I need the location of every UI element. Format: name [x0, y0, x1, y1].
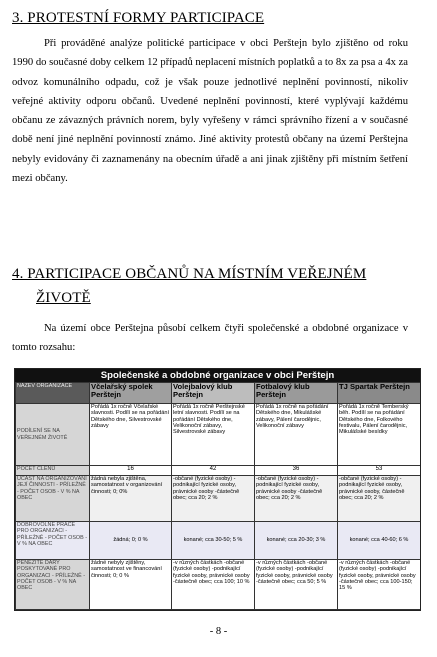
table-cell: -v různých částkách -občané (fyzické osoby) -podnikající fyzické osoby, právnické osoby -částečně obec; cca 100-150; 15 %	[338, 560, 421, 610]
table-cell: -občané (fyzické osoby) -podnikající fyzické osoby, právnické osoby, částečně obec; cca 20; 2 %	[338, 476, 421, 522]
table-cell: Pořádá 1x ročně na pořádání Dětského dne, Mikulášské zábavy, Pálení čarodějnic, Velikonoční zábavy	[255, 404, 338, 466]
corner-label: NÁZEV ORGANIZACE	[16, 383, 90, 404]
table-cell: Pořádá 1x ročně Temberský běh. Podílí se na pořádání Dětského dne, Folkového festivalu, Pálení čarodějnic, Mikulášské besídky	[338, 404, 421, 466]
table-cell: žádná nebyla zjištěna, samostatnost v organizování činnosti; 0; 0%	[90, 476, 172, 522]
table-cell: -občané (fyzické osoby) -podnikající fyzické osoby, právnické osoby -částečně obec; cca 20; 2 %	[172, 476, 255, 522]
row-label: ÚČAST NA ORGANIZOVÁNÍ JEJÍ ČINNOSTI - PŘÍLEŽNĚ - POČET OSOB - V % NA OBEC	[16, 476, 90, 522]
row-label: PENĚŽITÉ DARY POSKYTOVANÉ PRO ORGANIZACI - PŘÍLEŽNĚ - POČET OSOB - V % NA OBEC	[16, 560, 90, 610]
column-header: TJ Spartak Perštejn	[338, 383, 421, 404]
table-cell: 16	[90, 466, 172, 476]
section4-intro: Na území obce Perštejna působí celkem čtyři společenské a obdobné organizace v tomto rozsahu:	[12, 323, 408, 354]
table-cell: 53	[338, 466, 421, 476]
column-header: Volejbalový klub Perštejn	[172, 383, 255, 404]
row-label: POČET ČLENŮ	[16, 466, 90, 476]
table-cell: konané; cca 40-60; 6 %	[338, 522, 421, 560]
table-title: Společenské a obdobné organizace v obci Perštejn	[15, 369, 420, 382]
table-cell: -v různých částkách -občané (fyzické osoby) -podnikající fyzické osoby, právnické osoby -částečně obec; cca 50; 5 %	[255, 560, 338, 610]
table-cell: -občané (fyzické osoby) -podnikající fyzické osoby, právnické osoby -částečně obec; cca 20; 2 %	[255, 476, 338, 522]
table-cell: 36	[255, 466, 338, 476]
table-cell: konané; cca 20-30; 3 %	[255, 522, 338, 560]
row-label: DOBROVOLNÉ PRÁCE PRO ORGANIZACI - PŘÍLEŽNĚ - POČET OSOB - V % NA OBEC	[16, 522, 90, 560]
table-cell: Pořádá 1x ročně Včelařské slavnosti. Podílí se na pořádání Dětského dne, Silvestrovské zábavy	[90, 404, 172, 466]
table-cell: žádné nebyly zjištěny, samostatnost ve financování činnosti; 0; 0 %	[90, 560, 172, 610]
organizations-table	[14, 368, 421, 611]
column-header: Včelařský spolek Perštejn	[90, 383, 172, 404]
section4-heading-line2: ŽIVOTĚ	[36, 290, 91, 306]
column-header: Fotbalový klub Perštejn	[255, 383, 338, 404]
page-number: - 8 -	[209, 626, 228, 637]
table-cell: konané; cca 30-50; 5 %	[172, 522, 255, 560]
table-cell: -v různých částkách -občané (fyzické osoby) -podnikající fyzické osoby, právnické osoby -částečně obec; cca 100; 10 %	[172, 560, 255, 610]
section3-heading: 3. PROTESTNÍ FORMY PARTICIPACE	[12, 10, 265, 26]
table-cell: žádná; 0; 0 %	[90, 522, 172, 560]
table-cell: Pořádá 1x ročně Perštejnské letní slavnosti. Podílí se na pořádání Dětského dne, Velikonoční zábavy, Silvestrovské zábavy	[172, 404, 255, 466]
organizations-grid	[15, 382, 421, 610]
table-cell: 42	[172, 466, 255, 476]
section4-heading: 4. PARTICIPACE OBČANŮ NA MÍSTNÍM VEŘEJNÉM	[12, 266, 367, 282]
section3-paragraph: Při prováděné analýze politické participace v obci Perštejn bylo zjištěno od roku 1990 do současné doby celkem 12 případů neplacení místních poplatků a to 8x za psa a 4x za odvoz komunálního odpadu, což je však pouze jednotlivé neplnění povinností, nikoliv veřejné aktivity odporu občanů. Uvedené neplnění povinností, které vyplývají každému občanu ze závazných právních norem, byly vyřešeny v rámci správního řízení a v současné době není jiné neplnění povinností známo. Jiné aktivity protestů občany na území Perštejna nebyly evidovány či zaznamenány na obecním úřadě a ani jinak zjištěny při místním šetření mezi občany.	[12, 38, 408, 185]
row-label: PODÍLENÍ SE NA VEŘEJNÉM ŽIVOTĚ	[16, 404, 90, 466]
